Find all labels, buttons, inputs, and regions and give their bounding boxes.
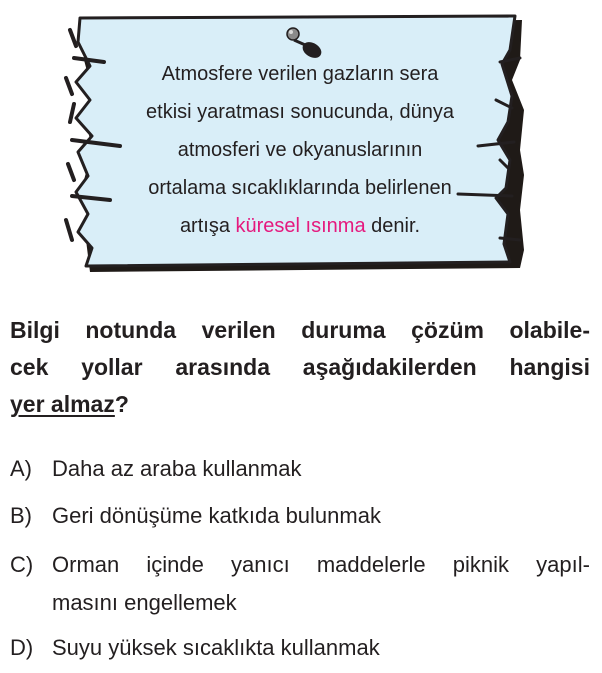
question-word: olabile- [509, 317, 590, 343]
question-word: arasında [175, 354, 270, 380]
question-line-2 [10, 349, 590, 386]
option-text: Geri dönüşüme katkıda bulunmak [52, 503, 381, 528]
option-b[interactable] [10, 499, 590, 533]
negation-emphasis: yer almaz [10, 391, 115, 417]
note-line-4: ortalama sıcaklıklarında belirlenen [148, 177, 452, 199]
option-word: Orman [52, 552, 120, 577]
question-word: notunda [85, 317, 177, 343]
option-d[interactable] [10, 631, 590, 665]
note-line-5 [100, 207, 500, 245]
question-word: yollar [81, 354, 143, 380]
note-line-2: etkisi yaratması sonucunda, dünya [146, 101, 454, 123]
note-line-3: atmosferi ve okyanuslarının [177, 139, 423, 161]
question-word: duruma [301, 317, 386, 343]
key-term-highlight: küresel ısınma [235, 215, 366, 237]
question-word: verilen [201, 317, 276, 343]
note-line-1: Atmosfere verilen gazların sera [161, 63, 439, 85]
option-word: yapıl- [536, 552, 590, 577]
question-mark: ? [114, 391, 129, 417]
question-word: cek [10, 354, 49, 380]
option-text-line-2: masını engellemek [52, 590, 237, 615]
option-text: Daha az araba kullanmak [52, 456, 302, 481]
option-word: içinde [146, 552, 204, 577]
note-last-prefix: artışa [179, 215, 236, 237]
question-line-3 [10, 386, 590, 423]
option-text-line-1 [52, 546, 590, 584]
question-word: hangisi [509, 354, 590, 380]
option-word: yanıcı [230, 552, 290, 577]
option-word: piknik [452, 552, 510, 577]
option-letter: A) [10, 456, 32, 481]
question-word: çözüm [411, 317, 484, 343]
note-text [100, 55, 500, 245]
question-word: Bilgi [10, 317, 60, 343]
option-a[interactable] [10, 452, 590, 486]
question-word: aşağıdakilerden [302, 354, 477, 380]
option-letter: C) [10, 552, 34, 577]
answer-options [10, 452, 590, 665]
option-letter: B) [10, 503, 32, 528]
option-letter: D) [10, 635, 34, 660]
note-last-suffix: denir. [365, 215, 421, 237]
question-text [10, 312, 590, 423]
option-c[interactable] [10, 546, 590, 622]
option-text: Suyu yüksek sıcaklıkta kullanmak [52, 635, 380, 660]
option-word: maddelerle [316, 552, 426, 577]
question-line-1 [10, 312, 590, 349]
